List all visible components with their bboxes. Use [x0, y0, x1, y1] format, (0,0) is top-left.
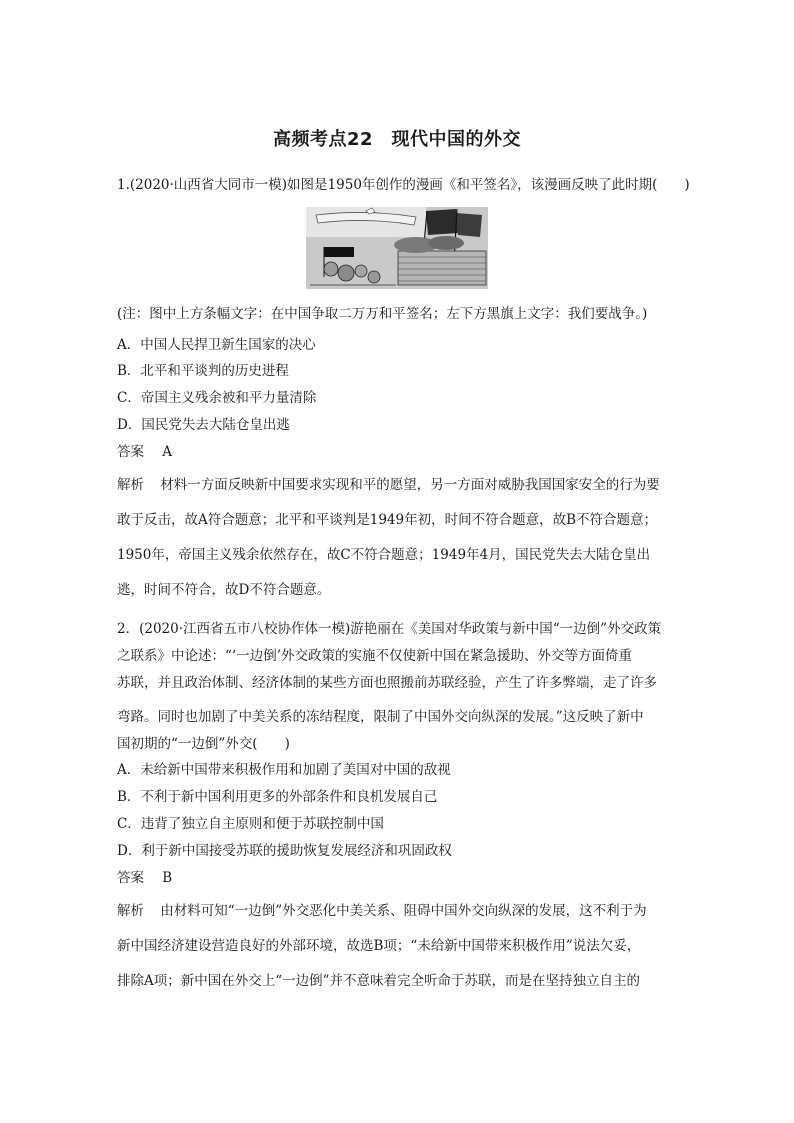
page-title: 高频考点22 现代中国的外交 [272, 129, 522, 150]
q2-answer-label: 答案 [117, 870, 144, 886]
q1-answer-value: A [162, 444, 173, 460]
q1-option-b: B．北平和平谈判的历史进程 [117, 363, 289, 379]
q1-stem: 1.(2020·山西省大同市一模)如图是1950年创作的漫画《和平签名》，该漫画反映了此时期( ) [117, 177, 690, 193]
q2-analysis-line-3: 排除A项；新中国在外交上“一边倒”并不意味着完全听命于苏联，而是在坚持独立自主的 [117, 973, 641, 989]
q1-analysis-label: 解析 [117, 477, 144, 493]
q1-option-a: A．中国人民捍卫新生国家的决心 [117, 337, 316, 353]
q1-option-d: D．国民党失去大陆仓皇出逃 [117, 417, 290, 433]
q1-analysis-text-1: 材料一方面反映新中国要求实现和平的愿望，另一方面对威胁我国国家安全的行为要 [160, 477, 660, 493]
q2-answer-value: B [162, 870, 173, 886]
q1-analysis-line-4: 逃，时间不符合，故D不符合题意。 [117, 582, 331, 598]
q1-answer-label: 答案 [117, 444, 144, 460]
q2-analysis-text-1: 由材料可知“一边倒”外交恶化中美关系、阻碍中国外交向纵深的发展，这不利于为 [160, 903, 647, 919]
q2-analysis-line-2: 新中国经济建设营造良好的外部环境，故选B项；“未给新中国带来积极作用”说法欠妥， [117, 938, 641, 954]
q1-answer-row [117, 443, 172, 461]
q2-stem-line-3: 苏联，并且政治体制、经济体制的某些方面也照搬前苏联经验，产生了许多弊端，走了许多 [117, 675, 657, 691]
q2-analysis-line-1 [117, 902, 647, 920]
q2-stem-line-2: 之联系》中论述：“‘一边倒’外交政策的实施不仅使新中国在紧急援助、外交等方面倚重 [117, 648, 632, 664]
q1-analysis-line-1 [117, 476, 660, 494]
q2-option-c: C．违背了独立自主原则和便于苏联控制中国 [117, 816, 384, 832]
q2-stem-line-4: 弯路。同时也加剧了中美关系的冻结程度，限制了中国外交向纵深的发展。”这反映了新中 [117, 709, 644, 725]
q1-option-c: C．帝国主义残余被和平力量清除 [117, 390, 317, 406]
q2-option-d: D．利于新中国接受苏联的援助恢复发展经济和巩固政权 [117, 843, 452, 859]
q1-note: (注：图中上方条幅文字：在中国争取二万万和平签名；左下方黑旗上文字：我们要战争。) [117, 306, 648, 322]
q2-option-b: B．不利于新中国利用更多的外部条件和良机发展自己 [117, 789, 438, 805]
q2-answer-row [117, 869, 172, 887]
peace-signature-cartoon [306, 207, 488, 289]
q2-stem-line-1: 2．(2020·江西省五市八校协作体一模)游艳丽在《美国对华政策与新中国“一边倒”外交政策 [117, 621, 662, 637]
q2-stem-line-5: 国初期的“一边倒”外交( ) [117, 736, 290, 752]
q2-option-a: A．未给新中国带来积极作用和加剧了美国对中国的敌视 [117, 762, 451, 778]
q1-analysis-line-2: 敢于反击，故A符合题意；北平和平谈判是1949年初，时间不符合题意，故B不符合题意； [117, 512, 658, 528]
q2-analysis-label: 解析 [117, 903, 144, 919]
q1-analysis-line-3: 1950年，帝国主义残余依然存在，故C不符合题意；1949年4月，国民党失去大陆仓皇出 [117, 547, 651, 563]
